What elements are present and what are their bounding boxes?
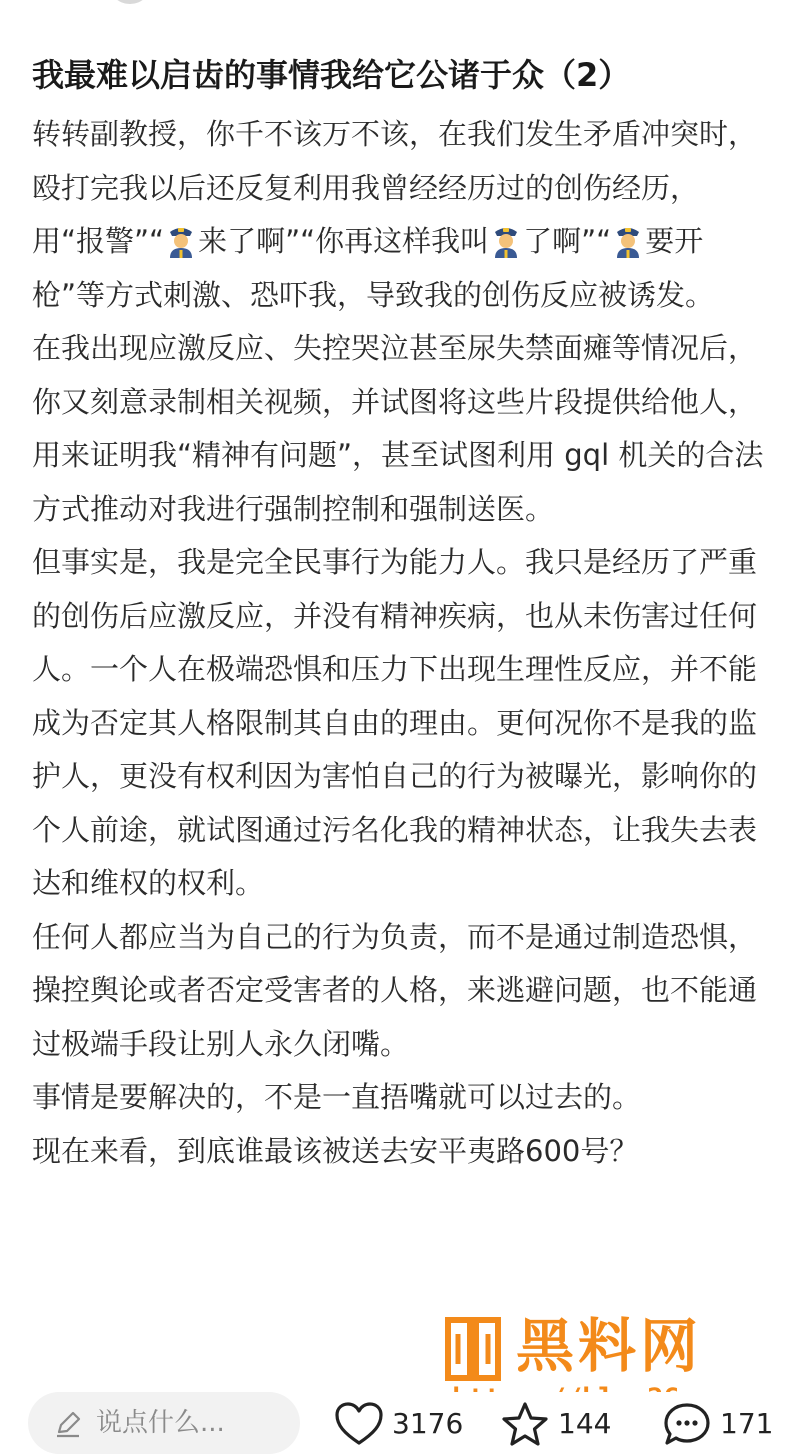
comment-placeholder: 说点什么... — [96, 1408, 225, 1438]
bottom-action-bar — [0, 1392, 800, 1452]
pencil-icon — [54, 1410, 82, 1438]
like-count: 3176 — [392, 1407, 464, 1440]
comment-bubble-icon — [662, 1401, 712, 1447]
paragraph-5: 事情是要解决的，不是一直捂嘴就可以过去的。 — [32, 1080, 642, 1114]
heart-icon — [334, 1401, 384, 1447]
favorite-count: 144 — [558, 1407, 612, 1440]
watermark-brand: 黑料网 — [516, 1312, 703, 1380]
comment-input[interactable] — [28, 1392, 300, 1454]
author-avatar-partial[interactable] — [108, 0, 152, 4]
police-officer-emoji-icon — [491, 222, 521, 258]
paragraph-1 — [32, 108, 768, 322]
watermark-logo-icon — [440, 1314, 506, 1384]
favorite-button[interactable] — [500, 1402, 611, 1446]
comment-button[interactable] — [662, 1402, 773, 1446]
paragraph-1-part-3: 了啊”“ — [523, 224, 612, 258]
post-title: 我最难以启齿的事情我给它公诸于众（2） — [32, 56, 631, 94]
paragraph-3: 但事实是，我是完全民事行为能力人。我只是经历了严重的创伤后应激反应，并没有精神疾病，也从未伤害过任何人。一个人在极端恐惧和压力下出现生理性反应，并不能成为否定其人格限制其自由的理由。更何况你不是我的监护人，更没有权利因为害怕自己的行为被曝光，影响你的个人前途，就试图通过污名化我的精神状态，让我失去表达和维权的权利。 — [32, 545, 758, 900]
paragraph-1-part-4: 要开枪”等方式刺激、恐吓我，导致我的创伤反应被诱发。 — [32, 224, 715, 312]
comment-count: 171 — [720, 1407, 774, 1440]
post-body — [32, 108, 768, 1178]
like-button[interactable] — [334, 1402, 463, 1446]
police-officer-emoji-icon — [613, 222, 643, 258]
paragraph-6: 现在来看，到底谁最该被送去安平夷路600号？ — [32, 1133, 639, 1168]
star-icon — [500, 1401, 550, 1447]
police-officer-emoji-icon — [166, 222, 196, 258]
paragraph-1-part-2: 来了啊”“你再这样我叫 — [198, 224, 490, 258]
paragraph-1-part-1: 转转副教授，你千不该万不该，在我们发生矛盾冲突时，殴打完我以后还反复利用我曾经经历过的创伤经历，用“报警”“ — [32, 117, 758, 258]
paragraph-4: 任何人都应当为自己的行为负责，而不是通过制造恐惧，操控舆论或者否定受害者的人格，来逃避问题，也不能通过极端手段让别人永久闭嘴。 — [32, 919, 758, 1061]
paragraph-2: 在我出现应激反应、失控哭泣甚至尿失禁面瘫等情况后，你又刻意录制相关视频，并试图将这些片段提供给他人，用来证明我“精神有问题”，甚至试图利用 gql 机关的合法方式推动对我进行强制控制和强制送医。 — [32, 331, 764, 526]
